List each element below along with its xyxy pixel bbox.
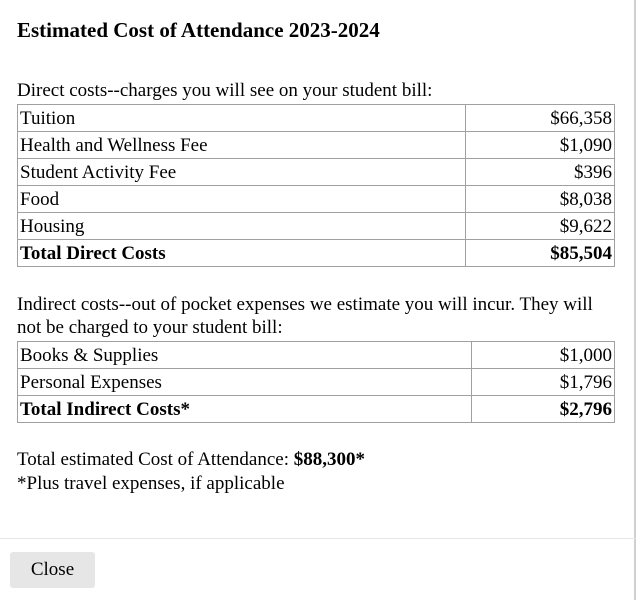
cost-amount: $66,358	[466, 105, 615, 132]
cost-label: Housing	[18, 213, 466, 240]
cost-label: Student Activity Fee	[18, 159, 466, 186]
total-direct-costs-row	[18, 240, 615, 267]
total-indirect-costs-amount: $2,796	[472, 396, 615, 423]
cost-amount: $1,796	[472, 369, 615, 396]
cost-amount: $9,622	[466, 213, 615, 240]
cost-label: Food	[18, 186, 466, 213]
direct-costs-intro: Direct costs--charges you will see on your student bill:	[17, 80, 433, 101]
table-row	[18, 132, 615, 159]
direct-costs-table	[17, 104, 615, 267]
table-row	[18, 105, 615, 132]
cost-label: Tuition	[18, 105, 466, 132]
cost-label: Books & Supplies	[18, 342, 472, 369]
close-button[interactable]: Close	[10, 552, 95, 588]
table-row	[18, 159, 615, 186]
table-row	[18, 342, 615, 369]
cost-summary	[17, 448, 365, 496]
table-row	[18, 186, 615, 213]
total-cost-line	[17, 448, 365, 472]
dialog-title: Estimated Cost of Attendance 2023-2024	[17, 18, 380, 42]
cost-label: Personal Expenses	[18, 369, 472, 396]
cost-label: Health and Wellness Fee	[18, 132, 466, 159]
cost-amount: $1,090	[466, 132, 615, 159]
total-cost-value: $88,300*	[293, 449, 365, 470]
footer-divider	[0, 538, 636, 539]
cost-amount: $8,038	[466, 186, 615, 213]
total-indirect-costs-label: Total Indirect Costs*	[18, 396, 472, 423]
travel-expenses-note: *Plus travel expenses, if applicable	[17, 473, 285, 494]
total-direct-costs-amount: $85,504	[466, 240, 615, 267]
total-direct-costs-label: Total Direct Costs	[18, 240, 466, 267]
table-row	[18, 213, 615, 240]
total-cost-label: Total estimated Cost of Attendance:	[17, 449, 294, 470]
total-indirect-costs-row	[18, 396, 615, 423]
table-row	[18, 369, 615, 396]
cost-amount: $1,000	[472, 342, 615, 369]
indirect-costs-table	[17, 341, 615, 423]
indirect-costs-intro: Indirect costs--out of pocket expenses we estimate you will incur. They will not be charged to your student bill:	[17, 294, 593, 338]
cost-amount: $396	[466, 159, 615, 186]
